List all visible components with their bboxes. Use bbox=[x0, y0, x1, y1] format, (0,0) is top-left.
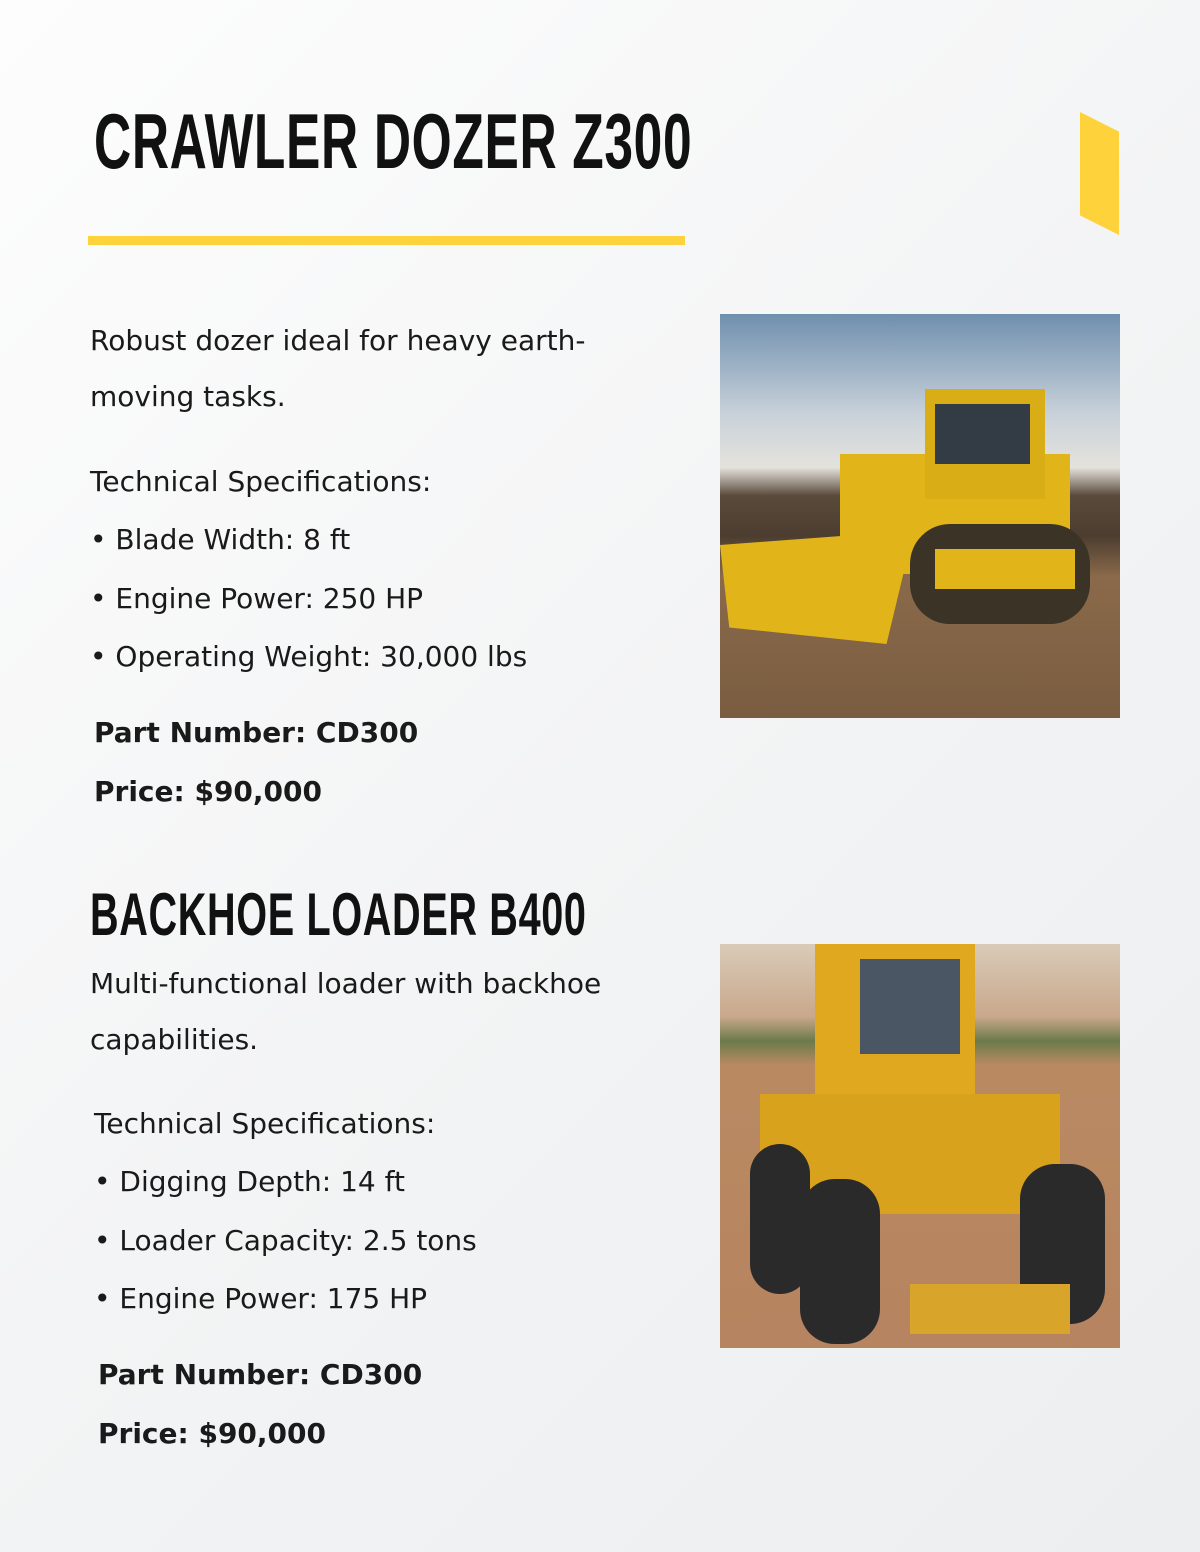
spec-item: • Blade Width: 8 ft bbox=[90, 523, 351, 556]
specs-heading: Technical Specifications: bbox=[90, 465, 432, 498]
spec-item: • Digging Depth: 14 ft bbox=[94, 1165, 405, 1198]
backhoe-loader-image bbox=[720, 944, 1120, 1348]
decorative-accent-shape bbox=[1080, 112, 1119, 235]
spec-item: • Engine Power: 175 HP bbox=[94, 1282, 428, 1315]
specs-heading: Technical Specifications: bbox=[94, 1107, 436, 1140]
product-description: capabilities. bbox=[90, 1023, 259, 1056]
price: Price: $90,000 bbox=[94, 775, 322, 808]
spec-item: • Engine Power: 250 HP bbox=[90, 582, 424, 615]
part-number: Part Number: CD300 bbox=[94, 716, 419, 749]
part-number: Part Number: CD300 bbox=[98, 1358, 423, 1391]
product-title: BACKHOE LOADER B400 bbox=[90, 881, 587, 948]
crawler-dozer-image bbox=[720, 314, 1120, 718]
price: Price: $90,000 bbox=[98, 1417, 326, 1450]
product-title: CRAWLER DOZER Z300 bbox=[94, 97, 693, 185]
product-description: moving tasks. bbox=[90, 380, 286, 413]
spec-item: • Loader Capacity: 2.5 tons bbox=[94, 1224, 477, 1257]
product-description: Robust dozer ideal for heavy earth- bbox=[90, 324, 586, 357]
spec-item: • Operating Weight: 30,000 lbs bbox=[90, 640, 528, 673]
title-underline bbox=[88, 236, 685, 245]
product-description: Multi-functional loader with backhoe bbox=[90, 967, 602, 1000]
